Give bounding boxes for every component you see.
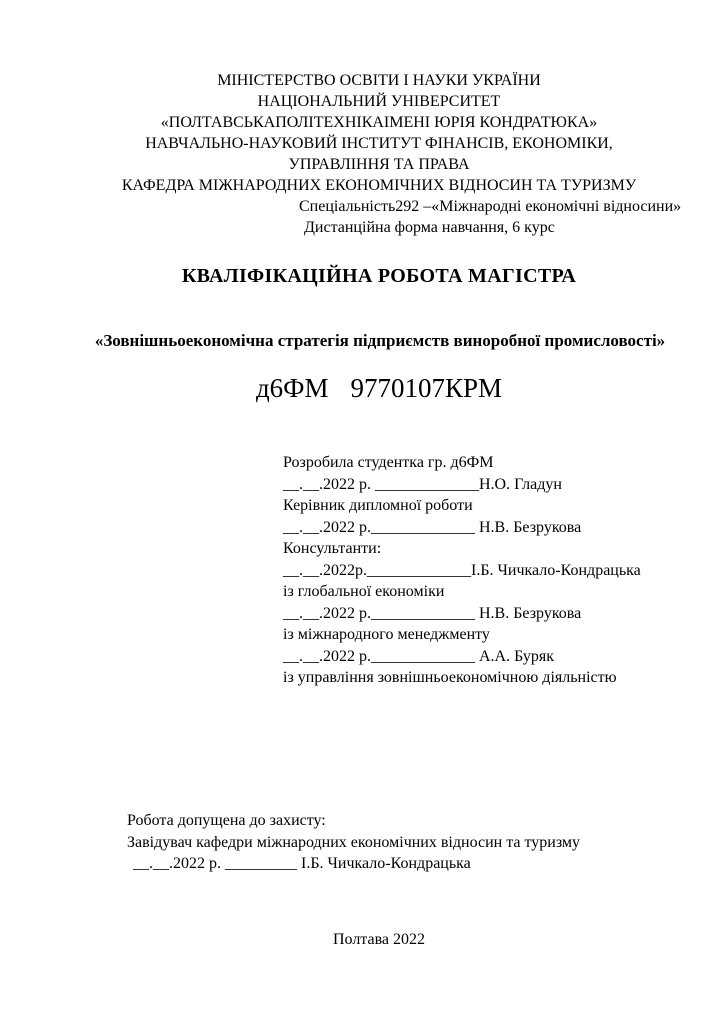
- header-line-institute-cont: УПРАВЛІННЯ ТА ПРАВА: [288, 156, 470, 173]
- signature-line-consultant3-sign: __.__.2022 р._____________ А.А. Буряк: [283, 647, 555, 665]
- signature-line-consultants: Консультанти:: [283, 540, 382, 557]
- study-form-line: Дистанційна форма навчання, 6 курс: [304, 219, 555, 236]
- signature-line-consultant2-subject: із міжнародного менеджменту: [283, 626, 490, 643]
- admission-line-sign: __.__.2022 р. _________ І.Б. Чичкало-Кондрацька: [133, 855, 471, 872]
- signature-line-developer-sign: __.__.2022 р. _____________Н.О. Гладун: [283, 475, 562, 493]
- specialty-line: Спеціальність292 –«Міжнародні економічні відносини»: [299, 198, 682, 215]
- header-line-ministry: МІНІСТЕРСТВО ОСВІТИ І НАУКИ УКРАЇНИ: [217, 72, 541, 89]
- signature-line-consultant1-sign: __.__.2022р._____________І.Б. Чичкало-Кондрацька: [283, 561, 641, 579]
- header-line-university: НАЦІОНАЛЬНИЙ УНІВЕРСИТЕТ: [257, 93, 501, 110]
- signature-line-supervisor-sign: __.__.2022 р._____________ Н.В. Безрукова: [283, 518, 582, 536]
- thesis-title: «Зовнішньоекономічна стратегія підприємств виноробної промисловості»: [94, 331, 666, 350]
- admission-line-head: Завідувач кафедри міжнародних економічних відносин та туризму: [127, 833, 581, 851]
- header-line-institute: НАВЧАЛЬНО-НАУКОВИЙ ІНСТИТУТ ФІНАНСІВ, ЕКОНОМІКИ,: [145, 135, 613, 152]
- signature-block: [283, 452, 683, 689]
- signature-line-consultant2-sign: __.__.2022 р._____________ Н.В. Безрукова: [283, 604, 582, 622]
- signature-line-supervisor: Керівник дипломної роботи: [283, 497, 473, 514]
- work-type-heading: КВАЛІФІКАЦІЙНА РОБОТА МАГІСТРА: [181, 265, 577, 287]
- signature-line-consultant3-subject: із управління зовнішньоекономічною діяльністю: [283, 669, 617, 686]
- header-line-department: КАФЕДРА МІЖНАРОДНИХ ЕКОНОМІЧНИХ ВІДНОСИН ТА ТУРИЗМУ: [121, 177, 637, 194]
- group-code: д6ФМ: [255, 373, 329, 403]
- admission-line-title: Робота допущена до захисту:: [127, 812, 326, 829]
- signature-line-consultant1-subject: із глобальної економіки: [283, 583, 445, 600]
- work-code-line: [66, 371, 692, 405]
- signature-line-developer: Розробила студентка гр. д6ФМ: [283, 454, 494, 471]
- city-year: Полтава 2022: [332, 931, 426, 948]
- university-header: [66, 70, 692, 238]
- work-code: 9770107КРМ: [350, 373, 503, 403]
- header-line-university-name: «ПОЛТАВСЬКАПОЛІТЕХНІКАІМЕНІ ЮРІЯ КОНДРАТЮКА»: [160, 114, 598, 131]
- admission-block: [127, 810, 687, 875]
